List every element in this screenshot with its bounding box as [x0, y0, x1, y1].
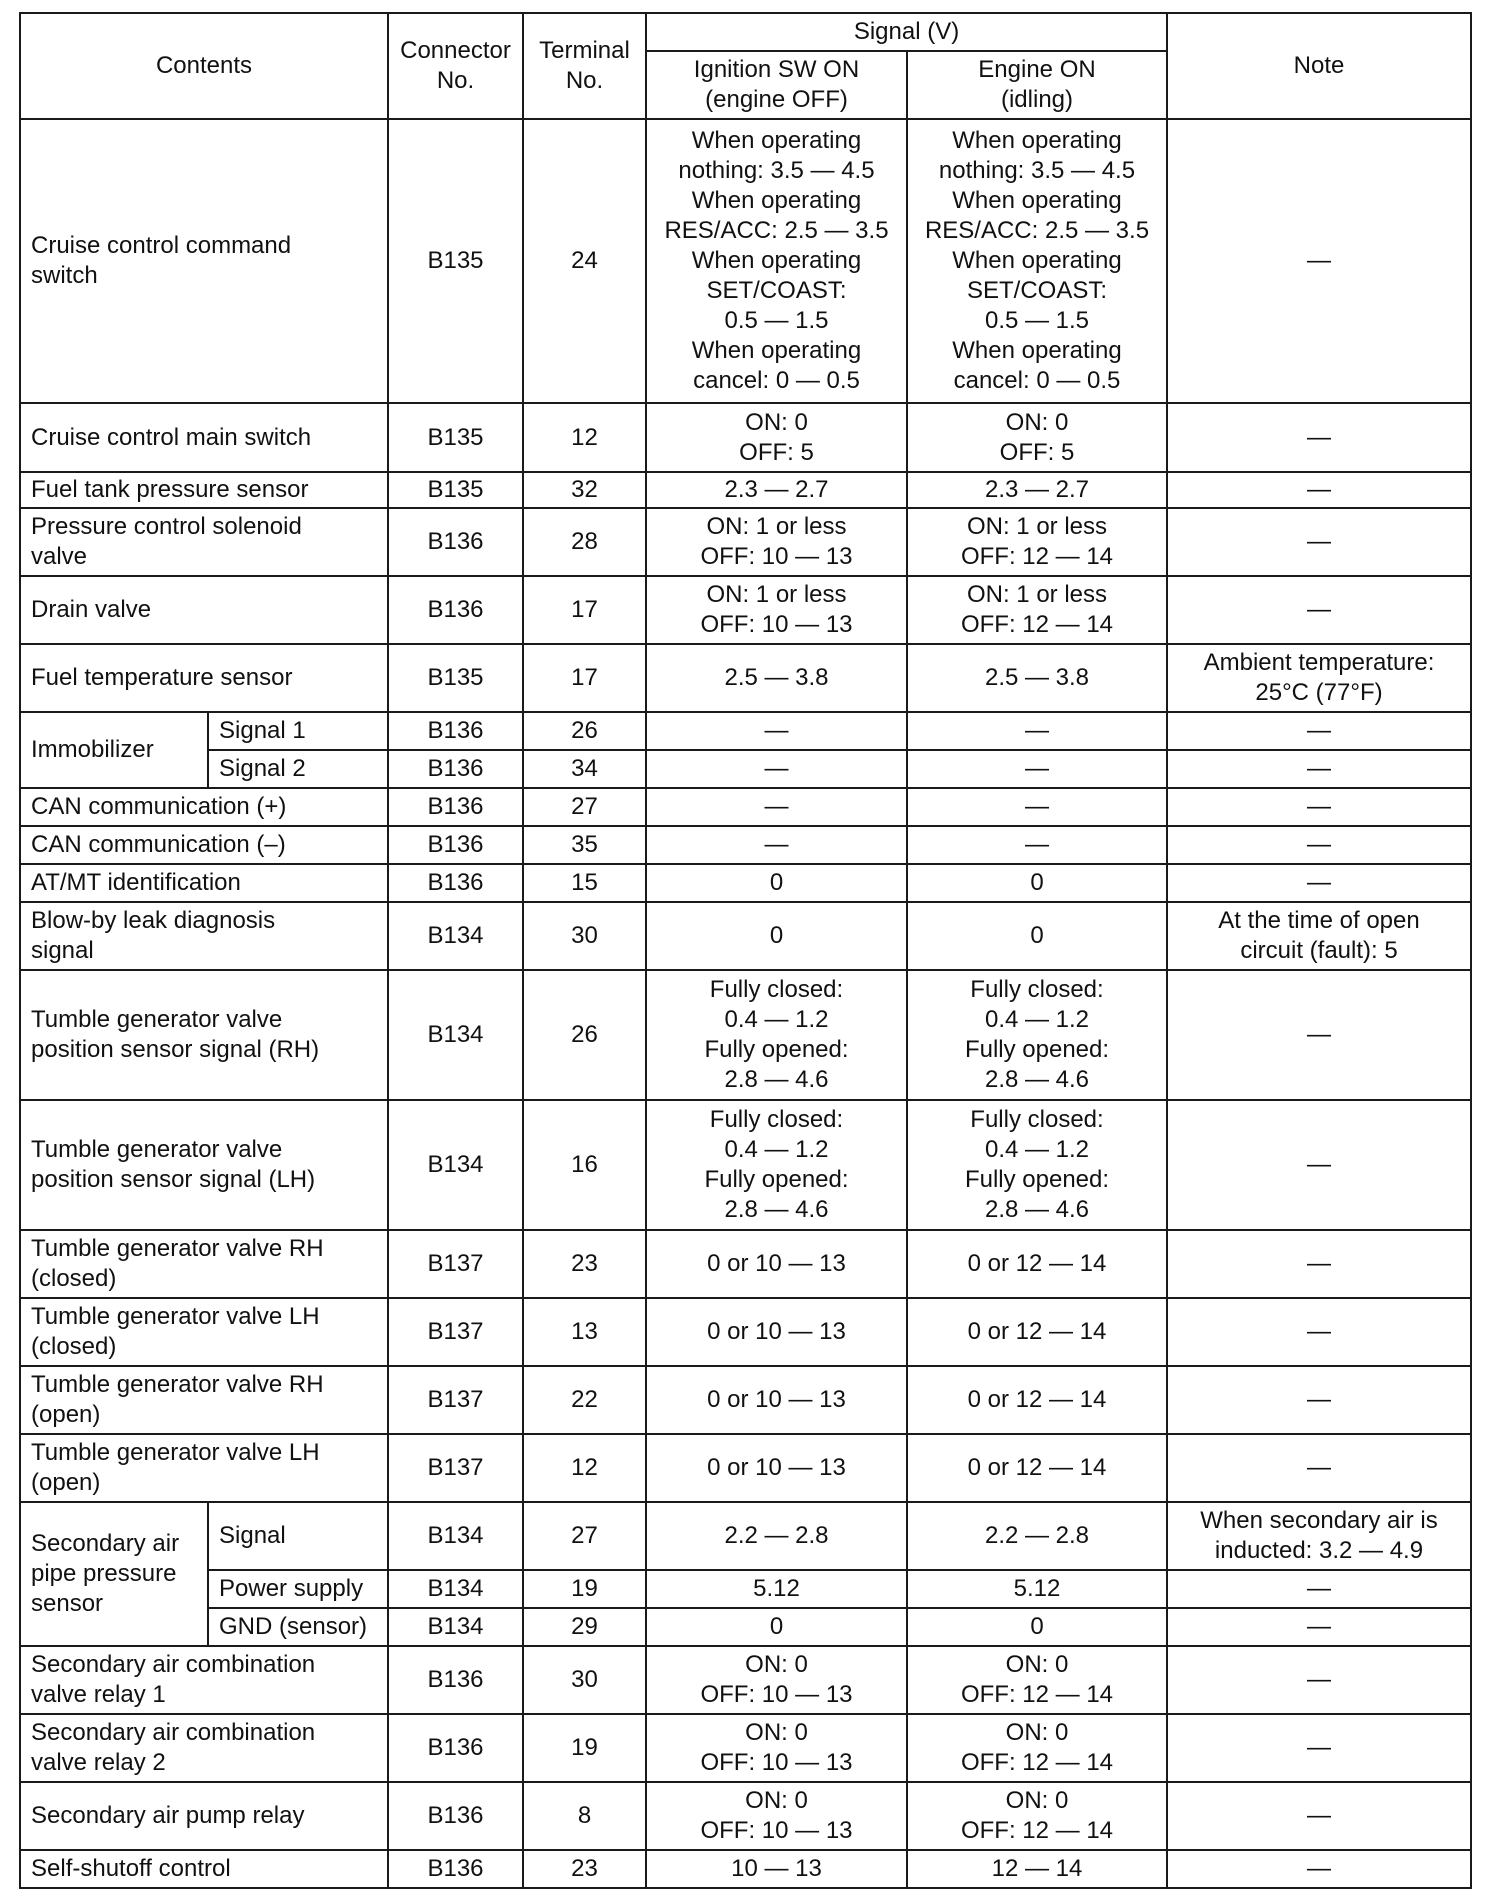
table-row — [20, 1714, 1471, 1782]
table-row — [20, 1608, 1471, 1646]
row-signal-ign: — — [646, 788, 907, 826]
row-note: At the time of open circuit (fault): 5 — [1167, 902, 1471, 970]
row-signal-eng: 2.2 — 2.8 — [907, 1502, 1167, 1570]
row-connector: B134 — [388, 1502, 523, 1570]
row-contents: Tumble generator valve position sensor signal (RH) — [20, 970, 388, 1100]
row-terminal: 12 — [523, 403, 646, 472]
row-terminal: 12 — [523, 1434, 646, 1502]
row-signal-eng: ON: 0 OFF: 5 — [907, 403, 1167, 472]
row-contents: Blow-by leak diagnosis signal — [20, 902, 388, 970]
row-note: — — [1167, 970, 1471, 1100]
row-note: When secondary air is inducted: 3.2 — 4.9 — [1167, 1502, 1471, 1570]
row-signal-ign: 0 or 10 — 13 — [646, 1298, 907, 1366]
row-connector: B136 — [388, 1782, 523, 1850]
row-signal-eng: ON: 0 OFF: 12 — 14 — [907, 1714, 1167, 1782]
row-signal-eng: ON: 0 OFF: 12 — 14 — [907, 1646, 1167, 1714]
row-note: — — [1167, 1850, 1471, 1888]
row-signal-ign: 0 — [646, 902, 907, 970]
header-signal: Signal (V) — [646, 13, 1167, 51]
table-row — [20, 1434, 1471, 1502]
row-terminal: 26 — [523, 970, 646, 1100]
row-connector: B136 — [388, 712, 523, 750]
row-connector: B135 — [388, 644, 523, 712]
row-signal-ign: 2.5 — 3.8 — [646, 644, 907, 712]
row-signal-ign: — — [646, 750, 907, 788]
row-terminal: 17 — [523, 576, 646, 644]
row-signal-ign: ON: 0 OFF: 10 — 13 — [646, 1714, 907, 1782]
row-signal-ign: 0 or 10 — 13 — [646, 1230, 907, 1298]
row-signal-eng: 12 — 14 — [907, 1850, 1167, 1888]
row-signal-ign: ON: 0 OFF: 10 — 13 — [646, 1646, 907, 1714]
row-terminal: 13 — [523, 1298, 646, 1366]
row-note: — — [1167, 576, 1471, 644]
row-signal-ign: — — [646, 712, 907, 750]
table-row — [20, 826, 1471, 864]
row-signal-ign: 5.12 — [646, 1570, 907, 1608]
row-signal-eng: — — [907, 788, 1167, 826]
header-connector-no: Connector No. — [388, 13, 523, 119]
row-signal-eng: Fully closed: 0.4 — 1.2 Fully opened: 2.8 — 4.6 — [907, 1100, 1167, 1230]
row-signal-eng: ON: 1 or less OFF: 12 — 14 — [907, 508, 1167, 576]
row-connector: B137 — [388, 1230, 523, 1298]
row-contents: Secondary air pump relay — [20, 1782, 388, 1850]
row-signal-eng: — — [907, 826, 1167, 864]
row-contents: Tumble generator valve LH (closed) — [20, 1298, 388, 1366]
row-note: — — [1167, 1570, 1471, 1608]
row-signal-eng: 5.12 — [907, 1570, 1167, 1608]
row-terminal: 24 — [523, 119, 646, 403]
row-note: Ambient temperature: 25°C (77°F) — [1167, 644, 1471, 712]
row-signal-eng: 0 — [907, 864, 1167, 902]
row-terminal: 23 — [523, 1850, 646, 1888]
table-row — [20, 1366, 1471, 1434]
row-contents: Secondary air combination valve relay 2 — [20, 1714, 388, 1782]
row-connector: B134 — [388, 1608, 523, 1646]
row-contents: Cruise control command switch — [20, 119, 388, 403]
row-connector: B134 — [388, 970, 523, 1100]
row-note: — — [1167, 472, 1471, 508]
row-signal-ign: When operating nothing: 3.5 — 4.5 When operating RES/ACC: 2.5 — 3.5 When operating SET/COAST: 0.5 — 1.5 When operating cancel: 0 — 0.5 — [646, 119, 907, 403]
row-connector: B136 — [388, 826, 523, 864]
row-note: — — [1167, 119, 1471, 403]
row-contents: Fuel temperature sensor — [20, 644, 388, 712]
row-signal-ign: 2.2 — 2.8 — [646, 1502, 907, 1570]
header-ignition-sw-on: Ignition SW ON (engine OFF) — [646, 51, 907, 119]
row-connector: B137 — [388, 1366, 523, 1434]
row-signal-eng: 0 — [907, 1608, 1167, 1646]
table-row — [20, 1298, 1471, 1366]
row-contents: Pressure control solenoid valve — [20, 508, 388, 576]
row-terminal: 16 — [523, 1100, 646, 1230]
row-signal-eng: 0 or 12 — 14 — [907, 1366, 1167, 1434]
table-row — [20, 508, 1471, 576]
row-terminal: 8 — [523, 1782, 646, 1850]
row-contents: AT/MT identification — [20, 864, 388, 902]
row-signal-eng: ON: 0 OFF: 12 — 14 — [907, 1782, 1167, 1850]
row-signal-eng: — — [907, 750, 1167, 788]
row-contents: Cruise control main switch — [20, 403, 388, 472]
header-contents: Contents — [20, 13, 388, 119]
row-contents: Drain valve — [20, 576, 388, 644]
table-row — [20, 1100, 1471, 1230]
row-subitem: Signal 2 — [208, 750, 388, 788]
row-connector: B134 — [388, 902, 523, 970]
row-connector: B137 — [388, 1298, 523, 1366]
row-signal-ign: 0 — [646, 1608, 907, 1646]
row-connector: B136 — [388, 864, 523, 902]
table-row — [20, 1502, 1471, 1570]
table-row — [20, 403, 1471, 472]
table-row — [20, 1570, 1471, 1608]
row-signal-ign: — — [646, 826, 907, 864]
table-row — [20, 1230, 1471, 1298]
row-signal-eng: 2.5 — 3.8 — [907, 644, 1167, 712]
row-note: — — [1167, 1434, 1471, 1502]
row-note: — — [1167, 1298, 1471, 1366]
row-note: — — [1167, 1366, 1471, 1434]
row-terminal: 32 — [523, 472, 646, 508]
row-note: — — [1167, 712, 1471, 750]
row-connector: B136 — [388, 750, 523, 788]
row-group-immobilizer: Immobilizer — [20, 712, 208, 788]
row-contents: CAN communication (–) — [20, 826, 388, 864]
row-terminal: 27 — [523, 1502, 646, 1570]
table-row — [20, 1646, 1471, 1714]
row-signal-eng: ON: 1 or less OFF: 12 — 14 — [907, 576, 1167, 644]
table-row — [20, 864, 1471, 902]
header-note: Note — [1167, 13, 1471, 119]
row-signal-eng: 0 or 12 — 14 — [907, 1298, 1167, 1366]
row-group-secondary-air-pressure-sensor: Secondary air pipe pressure sensor — [20, 1502, 208, 1646]
table-row — [20, 970, 1471, 1100]
row-signal-eng: When operating nothing: 3.5 — 4.5 When operating RES/ACC: 2.5 — 3.5 When operating SET/COAST: 0.5 — 1.5 When operating cancel: 0 — 0.5 — [907, 119, 1167, 403]
table-row — [20, 902, 1471, 970]
row-contents: Secondary air combination valve relay 1 — [20, 1646, 388, 1714]
row-terminal: 19 — [523, 1570, 646, 1608]
row-connector: B136 — [388, 576, 523, 644]
table-row — [20, 1782, 1471, 1850]
row-note: — — [1167, 826, 1471, 864]
row-signal-ign: 0 or 10 — 13 — [646, 1434, 907, 1502]
row-signal-eng: 2.3 — 2.7 — [907, 472, 1167, 508]
row-connector: B136 — [388, 788, 523, 826]
row-connector: B134 — [388, 1100, 523, 1230]
row-contents: Tumble generator valve LH (open) — [20, 1434, 388, 1502]
row-signal-eng: 0 — [907, 902, 1167, 970]
row-connector: B136 — [388, 1646, 523, 1714]
row-connector: B135 — [388, 472, 523, 508]
table-row — [20, 1850, 1471, 1888]
row-connector: B136 — [388, 1850, 523, 1888]
row-note: — — [1167, 1646, 1471, 1714]
row-subitem: Signal — [208, 1502, 388, 1570]
row-signal-eng: Fully closed: 0.4 — 1.2 Fully opened: 2.8 — 4.6 — [907, 970, 1167, 1100]
signal-table-container — [19, 12, 1470, 1889]
table-row — [20, 119, 1471, 403]
row-terminal: 17 — [523, 644, 646, 712]
row-contents: Tumble generator valve position sensor signal (LH) — [20, 1100, 388, 1230]
row-note: — — [1167, 1782, 1471, 1850]
table-row — [20, 712, 1471, 750]
row-terminal: 15 — [523, 864, 646, 902]
table-row — [20, 576, 1471, 644]
row-note: — — [1167, 864, 1471, 902]
row-contents: Tumble generator valve RH (open) — [20, 1366, 388, 1434]
row-terminal: 30 — [523, 902, 646, 970]
row-signal-eng: 0 or 12 — 14 — [907, 1230, 1167, 1298]
row-note: — — [1167, 788, 1471, 826]
row-signal-ign: Fully closed: 0.4 — 1.2 Fully opened: 2.8 — 4.6 — [646, 970, 907, 1100]
row-signal-ign: 2.3 — 2.7 — [646, 472, 907, 508]
row-signal-eng: — — [907, 712, 1167, 750]
row-signal-ign: ON: 1 or less OFF: 10 — 13 — [646, 576, 907, 644]
table-row — [20, 788, 1471, 826]
row-terminal: 29 — [523, 1608, 646, 1646]
row-connector: B134 — [388, 1570, 523, 1608]
row-contents: Self-shutoff control — [20, 1850, 388, 1888]
row-note: — — [1167, 1100, 1471, 1230]
row-connector: B137 — [388, 1434, 523, 1502]
row-terminal: 26 — [523, 712, 646, 750]
row-terminal: 22 — [523, 1366, 646, 1434]
table-row — [20, 472, 1471, 508]
row-note: — — [1167, 1230, 1471, 1298]
row-connector: B136 — [388, 508, 523, 576]
row-note: — — [1167, 508, 1471, 576]
row-terminal: 30 — [523, 1646, 646, 1714]
row-connector: B135 — [388, 119, 523, 403]
row-terminal: 23 — [523, 1230, 646, 1298]
row-signal-ign: 0 — [646, 864, 907, 902]
table-row — [20, 644, 1471, 712]
row-signal-ign: ON: 0 OFF: 5 — [646, 403, 907, 472]
header-terminal-no: Terminal No. — [523, 13, 646, 119]
header-engine-on: Engine ON (idling) — [907, 51, 1167, 119]
row-subitem: Power supply — [208, 1570, 388, 1608]
row-signal-ign: 0 or 10 — 13 — [646, 1366, 907, 1434]
row-connector: B136 — [388, 1714, 523, 1782]
row-signal-ign: Fully closed: 0.4 — 1.2 Fully opened: 2.8 — 4.6 — [646, 1100, 907, 1230]
row-note: — — [1167, 403, 1471, 472]
row-terminal: 28 — [523, 508, 646, 576]
row-signal-ign: ON: 0 OFF: 10 — 13 — [646, 1782, 907, 1850]
row-terminal: 27 — [523, 788, 646, 826]
row-terminal: 19 — [523, 1714, 646, 1782]
row-note: — — [1167, 750, 1471, 788]
row-terminal: 34 — [523, 750, 646, 788]
table-row — [20, 750, 1471, 788]
row-subitem: GND (sensor) — [208, 1608, 388, 1646]
row-signal-eng: 0 or 12 — 14 — [907, 1434, 1167, 1502]
row-subitem: Signal 1 — [208, 712, 388, 750]
row-signal-ign: 10 — 13 — [646, 1850, 907, 1888]
row-signal-ign: ON: 1 or less OFF: 10 — 13 — [646, 508, 907, 576]
row-contents: CAN communication (+) — [20, 788, 388, 826]
row-terminal: 35 — [523, 826, 646, 864]
row-connector: B135 — [388, 403, 523, 472]
ecm-terminal-signal-table — [19, 12, 1472, 1889]
row-note: — — [1167, 1714, 1471, 1782]
row-note: — — [1167, 1608, 1471, 1646]
row-contents: Tumble generator valve RH (closed) — [20, 1230, 388, 1298]
row-contents: Fuel tank pressure sensor — [20, 472, 388, 508]
